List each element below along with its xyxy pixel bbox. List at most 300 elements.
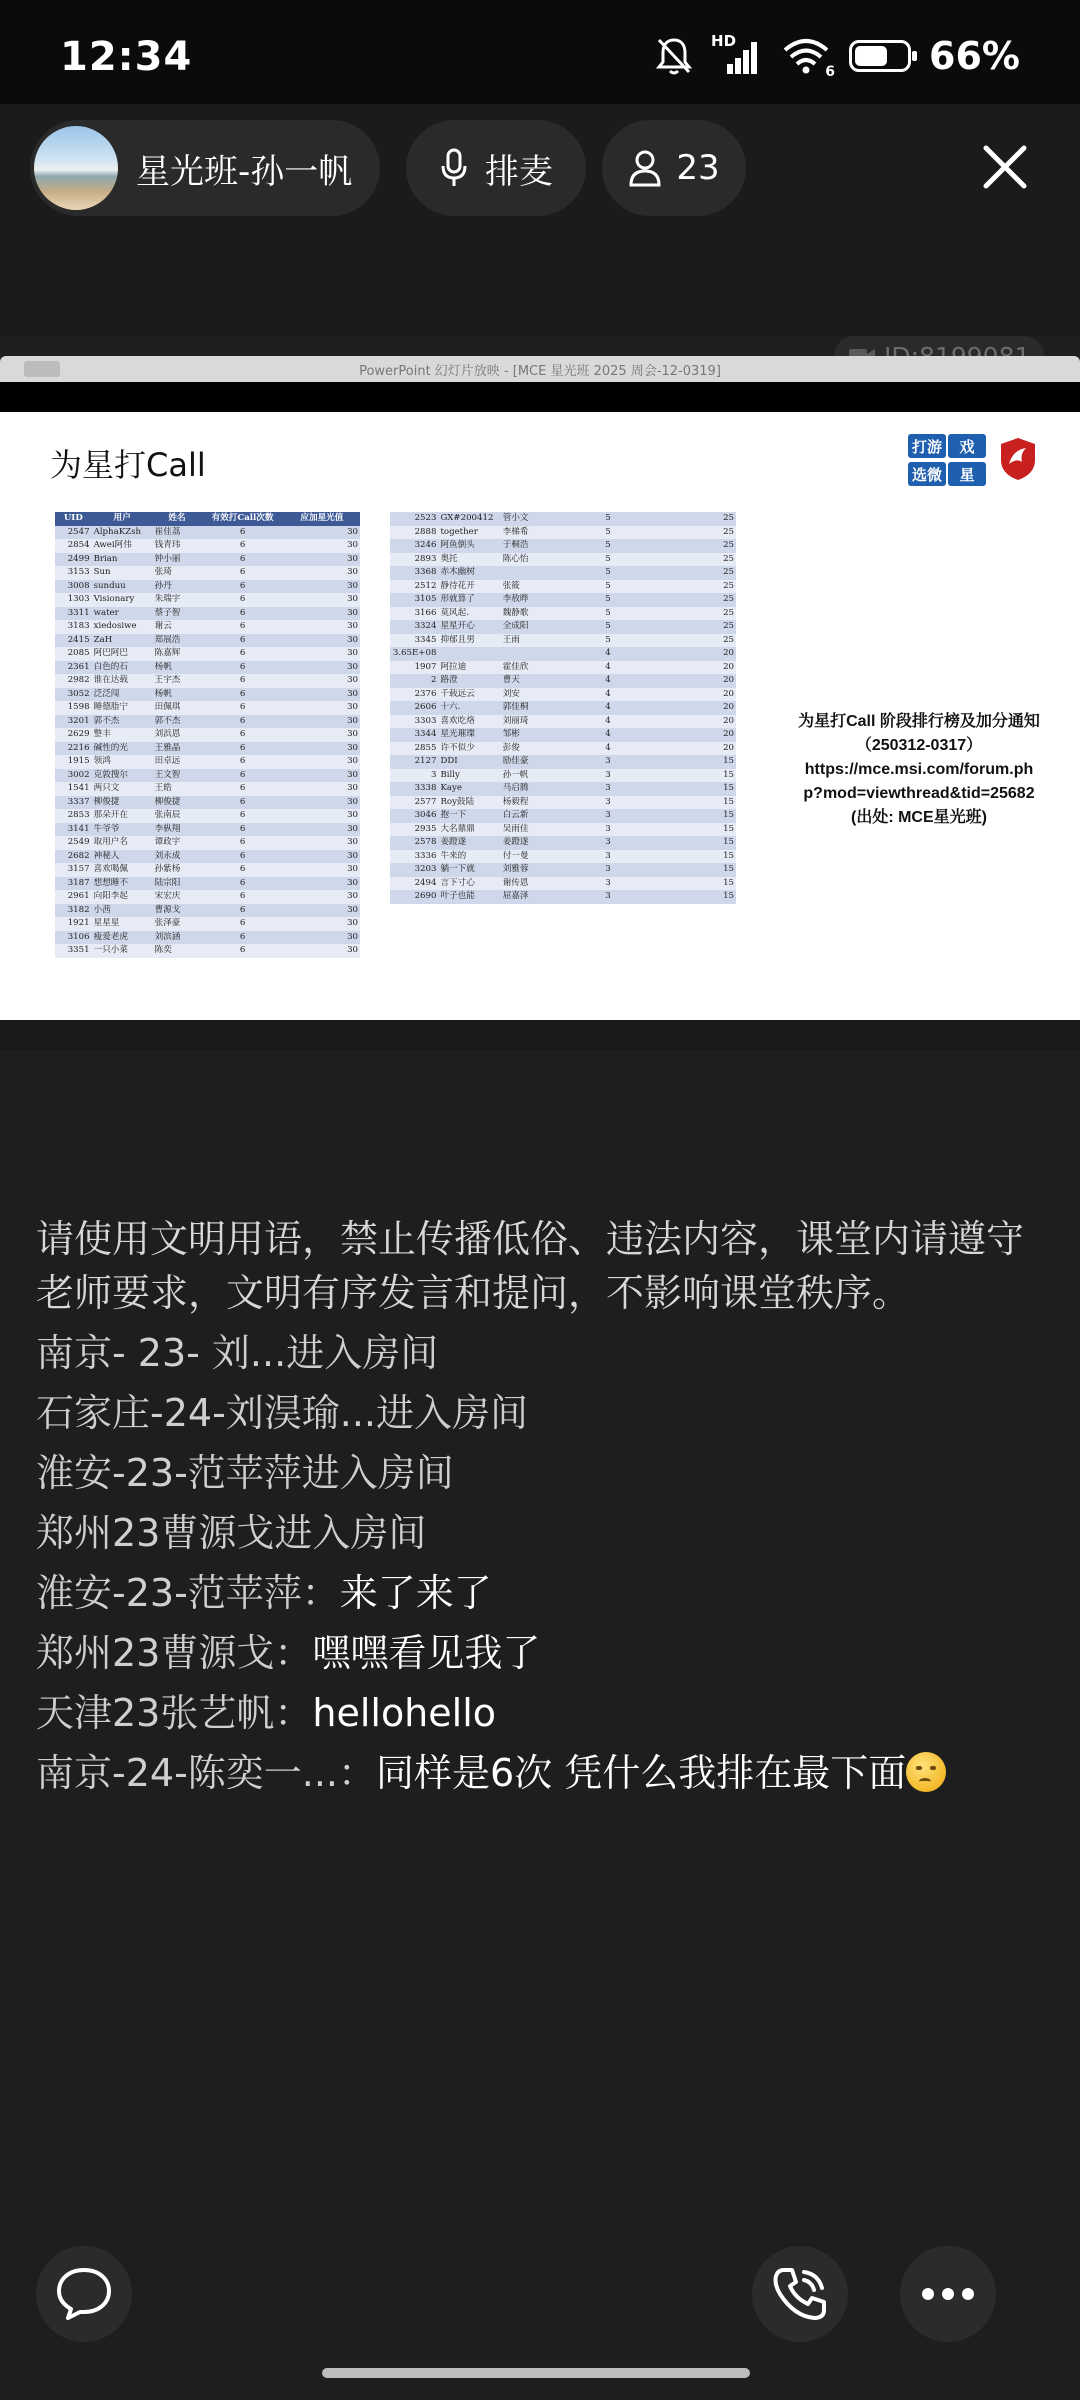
table-cell: 刘安 xyxy=(501,688,556,702)
room-header xyxy=(0,104,1080,336)
join-message xyxy=(36,1326,1046,1380)
message-text: 同样是6次 凭什么我排在最下面 xyxy=(376,1751,907,1795)
battery-icon xyxy=(849,40,911,72)
table-cell: 3 xyxy=(556,796,660,810)
table-cell: 30 xyxy=(284,566,360,580)
table-cell: 路澄 xyxy=(438,674,500,688)
table-cell: 想想睡不 xyxy=(92,877,153,891)
table-cell: 1598 xyxy=(55,701,92,715)
table-cell: 白云新 xyxy=(501,809,556,823)
status-bar xyxy=(0,0,1080,104)
table-cell: 泛泛闯 xyxy=(92,688,153,702)
table-cell: 神秘人 xyxy=(92,850,153,864)
table-cell: 15 xyxy=(660,863,736,877)
table-cell: 2682 xyxy=(55,850,92,864)
table-cell: 李枞翔 xyxy=(153,823,202,837)
table-cell: 陈奕 xyxy=(153,944,202,958)
table-cell: 30 xyxy=(284,728,360,742)
more-options-button[interactable] xyxy=(900,2246,996,2342)
table-header-cell: 姓名 xyxy=(153,512,202,526)
game-logo-icon xyxy=(906,432,988,488)
home-indicator[interactable] xyxy=(322,2368,750,2378)
table-cell: 2854 xyxy=(55,539,92,553)
microphone-icon xyxy=(439,148,469,188)
table-cell: 克敦搜尔 xyxy=(92,769,153,783)
svg-text:选微: 选微 xyxy=(911,466,943,484)
table-cell: Kaye xyxy=(438,782,500,796)
table-cell: 3 xyxy=(556,782,660,796)
table-cell: 30 xyxy=(284,634,360,648)
table-cell: 3337 xyxy=(55,796,92,810)
join-message xyxy=(36,1506,1046,1560)
table-cell: 30 xyxy=(284,526,360,540)
table-cell: 2855 xyxy=(390,742,438,756)
table-cell: 3246 xyxy=(390,539,438,553)
table-row xyxy=(55,539,360,553)
person-icon xyxy=(628,149,662,187)
table-cell: 25 xyxy=(660,593,736,607)
table-cell: 刘雅蓉 xyxy=(501,863,556,877)
table-cell: 蔡子智 xyxy=(153,607,202,621)
table-cell: 5 xyxy=(556,580,660,594)
table-cell: 6 xyxy=(201,728,283,742)
table-row xyxy=(390,890,736,904)
table-cell: 阿巴阿巴 xyxy=(92,647,153,661)
table-cell: 莫风起. xyxy=(438,607,500,621)
table-row xyxy=(390,674,736,688)
table-cell: 田卓远 xyxy=(153,755,202,769)
table-cell: 5 xyxy=(556,593,660,607)
table-cell: 屈嘉泽 xyxy=(501,890,556,904)
table-cell: 6 xyxy=(201,944,283,958)
table-cell: 30 xyxy=(284,755,360,769)
table-cell: 张琦 xyxy=(153,566,202,580)
notice-link[interactable]: p?mod=viewthread&tid=25682 xyxy=(803,785,1035,802)
mic-queue-button[interactable] xyxy=(406,120,586,216)
table-cell: Visionary xyxy=(92,593,153,607)
table-cell: 2853 xyxy=(55,809,92,823)
table-cell: 5 xyxy=(556,634,660,648)
table-cell: 25 xyxy=(660,607,736,621)
table-cell: 2376 xyxy=(390,688,438,702)
table-row xyxy=(390,661,736,675)
call-ranking-table-right xyxy=(390,512,736,904)
table-cell: 6 xyxy=(201,877,283,891)
message-text: 来了来了 xyxy=(339,1571,492,1615)
table-cell: 奥托 xyxy=(438,553,500,567)
table-cell: 刘永成 xyxy=(153,850,202,864)
table-cell: 1921 xyxy=(55,917,92,931)
table-cell: 4 xyxy=(556,715,660,729)
table-cell: 千载远云 xyxy=(438,688,500,702)
table-cell: 15 xyxy=(660,850,736,864)
close-icon[interactable] xyxy=(978,140,1032,194)
table-row xyxy=(390,728,736,742)
call-button[interactable] xyxy=(752,2246,848,2342)
table-cell: 3157 xyxy=(55,863,92,877)
table-cell: 30 xyxy=(284,917,360,931)
table-cell: 抑郁且男 xyxy=(438,634,500,648)
message-username[interactable]: 淮安-23-范苹萍： xyxy=(36,1571,340,1615)
table-cell: 领鸿 xyxy=(92,755,153,769)
table-cell: 30 xyxy=(284,931,360,945)
table-cell: 郭不杰 xyxy=(92,715,153,729)
table-cell: 6 xyxy=(201,904,283,918)
table-cell: 陈心怡 xyxy=(501,553,556,567)
table-cell: 15 xyxy=(660,823,736,837)
table-cell: 田佩琪 xyxy=(153,701,202,715)
table-cell: xiedosiwe xyxy=(92,620,153,634)
table-cell: 陈嘉辉 xyxy=(153,647,202,661)
table-cell: 3201 xyxy=(55,715,92,729)
table-cell: 30 xyxy=(284,539,360,553)
member-count-button[interactable] xyxy=(602,120,746,216)
table-cell: 6 xyxy=(201,688,283,702)
table-cell: 30 xyxy=(284,580,360,594)
table-cell: 魏静歌 xyxy=(501,607,556,621)
table-cell: 15 xyxy=(660,782,736,796)
table-cell: 3 xyxy=(390,769,438,783)
table-row xyxy=(55,607,360,621)
table-cell: 3153 xyxy=(55,566,92,580)
table-cell: 静待花开 xyxy=(438,580,500,594)
table-row xyxy=(390,512,736,526)
message-username[interactable]: 淮安-23-范苹萍 xyxy=(36,1451,302,1495)
chat-message xyxy=(36,1746,1046,1800)
table-cell: 姜蹬遂 xyxy=(438,836,500,850)
table-cell: 牛爷爷 xyxy=(92,823,153,837)
table-cell: 20 xyxy=(660,701,736,715)
table-cell: 20 xyxy=(660,742,736,756)
system-notice: 请使用文明用语，禁止传播低俗、违法内容，课堂内请遵守老师要求，文明有序发言和提问，不影响课堂秩序。 xyxy=(36,1217,1025,1315)
table-cell: 取用户名 xyxy=(92,836,153,850)
table-cell: ZaH xyxy=(92,634,153,648)
table-cell: 30 xyxy=(284,553,360,567)
table-cell: 3345 xyxy=(390,634,438,648)
table-cell: 30 xyxy=(284,877,360,891)
table-row xyxy=(390,580,736,594)
table-row xyxy=(390,715,736,729)
table-cell: 1303 xyxy=(55,593,92,607)
table-cell: Brian xyxy=(92,553,153,567)
table-cell: 25 xyxy=(660,620,736,634)
table-cell: 星星星 xyxy=(92,917,153,931)
table-cell: 2494 xyxy=(390,877,438,891)
table-cell: Awei阿伟 xyxy=(92,539,153,553)
table-cell: 吴雨佳 xyxy=(501,823,556,837)
table-cell: 于桐浩 xyxy=(501,539,556,553)
table-cell: 柳俊捷 xyxy=(153,796,202,810)
table-cell: 星星开心 xyxy=(438,620,500,634)
table-cell: AlphaKZsh xyxy=(92,526,153,540)
table-cell: 3105 xyxy=(390,593,438,607)
status-time: 12:34 xyxy=(60,34,193,80)
message-text: 进入房间 xyxy=(286,1331,439,1375)
table-cell: 6 xyxy=(201,782,283,796)
table-cell: 30 xyxy=(284,850,360,864)
table-cell: 2690 xyxy=(390,890,438,904)
cell-signal-icon xyxy=(711,32,763,76)
table-cell: 郭不杰 xyxy=(153,715,202,729)
table-cell: 3008 xyxy=(55,580,92,594)
table-row xyxy=(390,836,736,850)
table-cell: 陆宗阳 xyxy=(153,877,202,891)
message-username[interactable]: 郑州23曹源戈 xyxy=(36,1511,275,1555)
table-cell: 2982 xyxy=(55,674,92,688)
slide-title: 为星打Call xyxy=(50,446,206,484)
table-row xyxy=(55,931,360,945)
table-row xyxy=(390,742,736,756)
host-profile-pill[interactable] xyxy=(30,120,380,216)
table-cell: 3368 xyxy=(390,566,438,580)
table-cell: 4 xyxy=(556,728,660,742)
table-cell: 3 xyxy=(556,863,660,877)
message-username[interactable]: 南京-24-陈奕一...： xyxy=(36,1751,377,1795)
table-cell: 张泽豪 xyxy=(153,917,202,931)
table-cell: 2127 xyxy=(390,755,438,769)
table-row xyxy=(55,755,360,769)
table-cell: 睡德脂宁 xyxy=(92,701,153,715)
table-cell: 2523 xyxy=(390,512,438,526)
table-cell: 1541 xyxy=(55,782,92,796)
table-cell xyxy=(501,647,556,661)
table-row xyxy=(55,593,360,607)
table-cell: 管小文 xyxy=(501,512,556,526)
table-cell: 20 xyxy=(660,715,736,729)
notice-line: (出处: MCE星光班) xyxy=(851,809,987,826)
table-cell: 谭政宇 xyxy=(153,836,202,850)
table-header-cell: UID xyxy=(55,512,92,526)
table-header-cell: 有效打Call次数 xyxy=(201,512,283,526)
table-cell: 崔佳荔 xyxy=(153,526,202,540)
table-cell: 15 xyxy=(660,796,736,810)
table-cell: 孙一帆 xyxy=(501,769,556,783)
table-row xyxy=(55,782,360,796)
table-cell: 30 xyxy=(284,647,360,661)
table-cell: 6 xyxy=(201,917,283,931)
table-cell: 6 xyxy=(201,931,283,945)
table-cell: 15 xyxy=(660,836,736,850)
table-cell: 30 xyxy=(284,701,360,715)
table-cell: 钟小丽 xyxy=(153,553,202,567)
powerpoint-window-title: PowerPoint 幻灯片放映 - [MCE 星光班 2025 周会-12-0319] xyxy=(359,364,721,379)
table-row xyxy=(55,836,360,850)
notice-link[interactable]: https://mce.msi.com/forum.ph xyxy=(804,761,1034,778)
table-row xyxy=(55,917,360,931)
table-row xyxy=(390,809,736,823)
table-cell: 曹天 xyxy=(501,674,556,688)
table-cell: 谢云 xyxy=(153,620,202,634)
table-cell: 15 xyxy=(660,809,736,823)
table-cell: 付一曼 xyxy=(501,850,556,864)
table-header-cell: 应加星光值 xyxy=(284,512,360,526)
table-row xyxy=(390,701,736,715)
table-cell: 3046 xyxy=(390,809,438,823)
message-username[interactable]: 郑州23曹源戈： xyxy=(36,1631,313,1675)
table-cell: 2893 xyxy=(390,553,438,567)
table-cell: 15 xyxy=(660,890,736,904)
battery-fill xyxy=(855,46,887,66)
table-cell: 6 xyxy=(201,526,283,540)
table-row xyxy=(55,553,360,567)
table-cell: 30 xyxy=(284,661,360,675)
table-cell: 5 xyxy=(556,512,660,526)
table-cell: 王雨 xyxy=(501,634,556,648)
table-cell: together xyxy=(438,526,500,540)
table-cell: 5 xyxy=(556,539,660,553)
slide-letterbox xyxy=(0,382,1080,412)
table-cell: 3311 xyxy=(55,607,92,621)
table-cell: 向阳李起 xyxy=(92,890,153,904)
table-cell: 牛来的 xyxy=(438,850,500,864)
table-cell: 星光璀璨 xyxy=(438,728,500,742)
table-cell: 25 xyxy=(660,526,736,540)
message-text: 进入房间 xyxy=(274,1511,427,1555)
table-cell: 刘丽琦 xyxy=(501,715,556,729)
table-cell: 2961 xyxy=(55,890,92,904)
table-cell: DDI xyxy=(438,755,500,769)
table-cell: 4 xyxy=(556,647,660,661)
table-cell: 小茜 xyxy=(92,904,153,918)
table-cell: 30 xyxy=(284,944,360,958)
table-row xyxy=(390,620,736,634)
svg-text:打游: 打游 xyxy=(911,438,943,456)
table-cell: 25 xyxy=(660,512,736,526)
table-cell: 6 xyxy=(201,674,283,688)
table-cell: 6 xyxy=(201,661,283,675)
message-text: hellohello xyxy=(312,1691,497,1735)
table-cell: 王雅晶 xyxy=(153,742,202,756)
table-row xyxy=(390,688,736,702)
message-username[interactable]: 石家庄-24-刘淏瑜... xyxy=(36,1391,377,1435)
table-row xyxy=(55,728,360,742)
table-row xyxy=(390,769,736,783)
table-cell: 30 xyxy=(284,674,360,688)
table-cell: 3182 xyxy=(55,904,92,918)
table-cell: 杨帆 xyxy=(153,688,202,702)
table-cell: 20 xyxy=(660,674,736,688)
message-text: 进入房间 xyxy=(301,1451,454,1495)
table-row xyxy=(55,566,360,580)
table-cell: 3002 xyxy=(55,769,92,783)
table-cell: 3344 xyxy=(390,728,438,742)
table-cell: 姜蹬遂 xyxy=(501,836,556,850)
table-cell: 6 xyxy=(201,809,283,823)
table-cell: 2888 xyxy=(390,526,438,540)
member-count: 23 xyxy=(676,148,720,188)
table-row xyxy=(55,701,360,715)
table-cell: 钱青玮 xyxy=(153,539,202,553)
table-cell: 孙紫杨 xyxy=(153,863,202,877)
table-cell: 马启腾 xyxy=(501,782,556,796)
table-row xyxy=(55,796,360,810)
table-cell: 张筱 xyxy=(501,580,556,594)
table-cell: 6 xyxy=(201,755,283,769)
message-username[interactable]: 南京- 23- 刘... xyxy=(36,1331,287,1375)
table-cell: 6 xyxy=(201,836,283,850)
table-cell: 3324 xyxy=(390,620,438,634)
table-cell: 2512 xyxy=(390,580,438,594)
table-cell: 3 xyxy=(556,769,660,783)
mic-queue-label: 排麦 xyxy=(485,151,553,192)
svg-text:戏: 戏 xyxy=(959,438,975,456)
table-row xyxy=(390,539,736,553)
powerpoint-title-bar xyxy=(0,356,1080,382)
table-cell: 2361 xyxy=(55,661,92,675)
table-cell: 形就算了 xyxy=(438,593,500,607)
table-cell: 王皓 xyxy=(153,782,202,796)
table-cell: 3166 xyxy=(390,607,438,621)
table-cell: 30 xyxy=(284,620,360,634)
notice-line: 为星打Call 阶段排行榜及加分通知 xyxy=(798,713,1040,730)
table-row xyxy=(55,944,360,958)
table-cell: 言下寸心 xyxy=(438,877,500,891)
table-cell: 30 xyxy=(284,863,360,877)
svg-text:星: 星 xyxy=(959,466,975,484)
table-cell: 25 xyxy=(660,539,736,553)
chat-button[interactable] xyxy=(36,2246,132,2342)
table-cell: 郑展浩 xyxy=(153,634,202,648)
table-cell: 谁在达载 xyxy=(92,674,153,688)
table-cell: 3183 xyxy=(55,620,92,634)
chat-feed xyxy=(36,1212,1046,1806)
table-row xyxy=(390,782,736,796)
table-cell: 宋宏庆 xyxy=(153,890,202,904)
avatar[interactable] xyxy=(34,126,118,210)
table-row xyxy=(390,526,736,540)
table-cell: 30 xyxy=(284,715,360,729)
table-cell: 3 xyxy=(556,890,660,904)
table-cell: 全成阳 xyxy=(501,620,556,634)
table-cell: 4 xyxy=(556,742,660,756)
table-row xyxy=(55,580,360,594)
table-row xyxy=(55,863,360,877)
table-cell: 30 xyxy=(284,769,360,783)
phone-icon xyxy=(770,2264,830,2324)
table-cell: 15 xyxy=(660,755,736,769)
table-cell: 30 xyxy=(284,904,360,918)
table-cell: 25 xyxy=(660,566,736,580)
table-cell: 20 xyxy=(660,688,736,702)
table-cell: 6 xyxy=(201,796,283,810)
table-cell: 王宇杰 xyxy=(153,674,202,688)
table-cell: 3336 xyxy=(390,850,438,864)
table-cell: 杨帆 xyxy=(153,661,202,675)
table-cell: 霍佳欣 xyxy=(501,661,556,675)
table-cell: 4 xyxy=(556,701,660,715)
ranking-notice xyxy=(776,710,1062,830)
table-cell: 6 xyxy=(201,566,283,580)
table-cell: 3 xyxy=(556,823,660,837)
table-row xyxy=(390,634,736,648)
table-cell: 3.65E+08 xyxy=(390,647,438,661)
table-cell: 两只文 xyxy=(92,782,153,796)
table-cell: 6 xyxy=(201,890,283,904)
table-row xyxy=(390,877,736,891)
status-icons xyxy=(655,34,1020,78)
table-cell: 躺一下就 xyxy=(438,863,500,877)
table-row xyxy=(55,634,360,648)
table-cell: 20 xyxy=(660,661,736,675)
message-username[interactable]: 天津23张艺帆： xyxy=(36,1691,313,1735)
table-cell: 30 xyxy=(284,607,360,621)
table-cell: 3338 xyxy=(390,782,438,796)
table-cell: 30 xyxy=(284,742,360,756)
battery-percent: 66% xyxy=(929,34,1020,78)
table-cell: 阿拉迪 xyxy=(438,661,500,675)
table-cell: 30 xyxy=(284,593,360,607)
table-cell: 孙丹 xyxy=(153,580,202,594)
